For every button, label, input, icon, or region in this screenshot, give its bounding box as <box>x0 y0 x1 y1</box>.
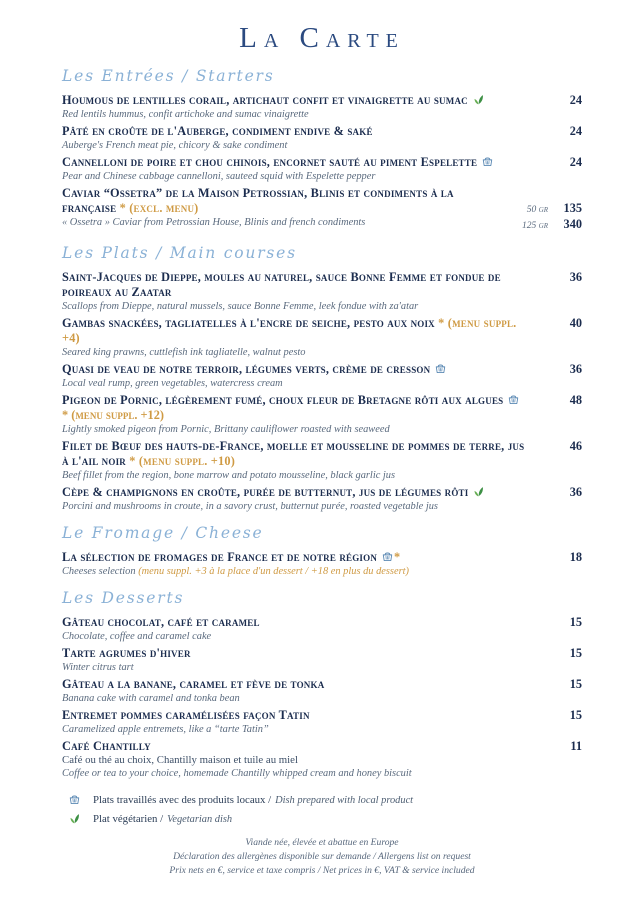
item-name-text: Gambas snackées, tagliatelles à l'encre de seiche, pesto aux noix <box>62 316 435 330</box>
item-body <box>62 393 548 436</box>
item-name-text: La sélection de fromages de France et de notre région <box>62 550 378 564</box>
footer-line: Viande née, élevée et abattue en Europe <box>245 837 399 848</box>
item-menu-note: (menu suppl. +3 à la place d'un dessert / +18 en plus du dessert) <box>138 566 409 577</box>
menu-item-gambas <box>62 316 582 359</box>
section-starters <box>62 66 582 233</box>
item-name <box>62 550 534 565</box>
footer-notes <box>62 836 582 878</box>
item-name <box>62 677 534 692</box>
menu-item-saint-jacques <box>62 270 582 313</box>
item-price: 15 <box>569 615 582 629</box>
item-name-text: Tarte agrumes d'hiver <box>62 646 191 660</box>
item-name <box>62 362 534 377</box>
item-body <box>62 739 548 780</box>
menu-item-houmous <box>62 93 582 121</box>
item-name-text: Quasi de veau de notre terroir, légumes verts, crème de cresson <box>62 362 431 376</box>
item-description: Chocolate, coffee and caramel cake <box>62 631 212 642</box>
item-name <box>62 485 534 500</box>
item-name-text: Pigeon de Pornic, légèrement fumé, choux fleur de Bretagne rôti aux algues <box>62 393 504 407</box>
item-name <box>62 439 534 469</box>
legend-vegetarian <box>68 809 582 828</box>
item-price: 15 <box>569 708 582 722</box>
item-body <box>62 708 548 736</box>
menu-item-entremet-tatin <box>62 708 582 736</box>
item-description: Winter citrus tart <box>62 662 134 673</box>
item-body <box>62 186 484 229</box>
menu-item-caviar <box>62 186 582 233</box>
item-name <box>62 93 534 108</box>
item-price: 36 <box>569 270 582 284</box>
item-price: 340 <box>563 217 582 231</box>
item-name-text: Cannelloni de poire et chou chinois, encornet sauté au piment Espelette <box>62 155 478 169</box>
menu-item-filet-de-boeuf <box>62 439 582 482</box>
item-price: 46 <box>569 439 582 453</box>
item-name-text: Gâteau a la banane, caramel et fève de tonka <box>62 677 325 691</box>
item-price: 15 <box>569 677 582 691</box>
item-name <box>62 155 534 170</box>
legend-local-product <box>68 790 582 809</box>
item-name <box>62 739 534 754</box>
item-name-text: Saint-Jacques de Dieppe, moules au naturel, sauce Bonne Femme et fondue de poireaux au Zaatar <box>62 270 501 299</box>
menu-item-pigeon <box>62 393 582 436</box>
legend-text-fr: Plats travaillés avec des produits locaux / <box>93 794 272 806</box>
item-name-text: Filet de Bœuf des hauts-de-France, moelle et mousseline de pommes de terre, jus à l'ail noir <box>62 439 525 468</box>
item-price: 36 <box>569 485 582 499</box>
menu-item-cepe-champignons <box>62 485 582 513</box>
item-name <box>62 708 534 723</box>
item-description: Banana cake with caramel and tonka bean <box>62 693 240 704</box>
vegetarian-icon <box>68 812 81 825</box>
item-body <box>62 155 548 183</box>
footer-line: Prix nets en €, service et taxe compris / Net prices in €, VAT & service included <box>169 865 475 876</box>
item-body <box>62 439 548 482</box>
item-body <box>62 550 548 578</box>
section-mains <box>62 243 582 513</box>
section-heading-starters: Les Entrées / Starters <box>62 67 275 85</box>
item-price: 36 <box>569 362 582 376</box>
legend <box>62 790 582 828</box>
item-description: « Ossetra » Caviar from Petrossian House, Blinis and french condiments <box>62 217 366 228</box>
item-body <box>62 677 548 705</box>
item-name-text: Cèpe & champignons en croûte, purée de butternut, jus de légumes rôti <box>62 485 469 499</box>
item-name-text: Entremet pommes caramélisées façon Tatin <box>62 708 310 722</box>
section-heading-mains: Les Plats / Main courses <box>62 244 297 262</box>
item-body <box>62 93 548 121</box>
item-price: 135 <box>563 201 582 215</box>
item-price: 15 <box>569 646 582 660</box>
item-body <box>62 316 548 359</box>
caviar-quantity: 50 gr <box>526 205 548 215</box>
item-name <box>62 646 534 661</box>
item-subline: Café ou thé au choix, Chantilly maison et tuile au miel <box>62 754 298 766</box>
item-description-text: Cheeses selection <box>62 566 136 577</box>
item-menu-note: * (menu suppl. +4) <box>62 316 517 345</box>
item-menu-note: * (menu suppl. +12) <box>62 408 164 422</box>
legend-text-fr: Plat végétarien / <box>93 813 164 825</box>
item-description: Red lentils hummus, confit artichoke and sumac vinaigrette <box>62 109 309 120</box>
caviar-price-list <box>484 201 582 233</box>
menu-item-gateau-chocolat <box>62 615 582 643</box>
menu-item-cafe-chantilly <box>62 739 582 780</box>
item-description: Caramelized apple entremets, like a “tarte Tatin” <box>62 724 269 735</box>
item-name <box>62 615 534 630</box>
item-description: Local veal rump, green vegetables, watercress cream <box>62 378 283 389</box>
local-product-icon <box>381 550 394 563</box>
item-description: Lightly smoked pigeon from Pornic, Brittany cauliflower roasted with seaweed <box>62 424 390 435</box>
item-description: Seared king prawns, cuttlefish ink tagliatelle, walnut pesto <box>62 347 306 358</box>
item-description: Pear and Chinese cabbage cannelloni, sauteed squid with Espelette pepper <box>62 171 376 182</box>
item-menu-note: * (menu suppl. +10) <box>129 454 236 468</box>
local-product-icon <box>507 393 520 406</box>
item-name-text: Gâteau chocolat, café et caramel <box>62 615 260 629</box>
item-description: Auberge's French meat pie, chicory & sake condiment <box>62 140 288 151</box>
item-price: 24 <box>569 93 582 107</box>
menu-item-tarte-agrumes <box>62 646 582 674</box>
vegetarian-icon <box>472 485 485 498</box>
item-name <box>62 270 534 300</box>
menu-item-gateau-banane <box>62 677 582 705</box>
item-menu-note: * (excl. menu) <box>119 201 199 215</box>
footer-line: Déclaration des allergènes disponible sur demande / Allergens list on request <box>173 851 471 862</box>
page-title: La Carte <box>239 22 405 54</box>
local-product-icon <box>68 793 81 806</box>
section-desserts <box>62 588 582 780</box>
item-name-text: Café Chantilly <box>62 739 151 753</box>
item-description <box>62 565 534 578</box>
item-name <box>62 124 534 139</box>
item-price: 24 <box>569 155 582 169</box>
item-price: 11 <box>570 739 582 753</box>
item-description: Porcini and mushrooms in croute, in a savory crust, butternut purée, roasted vegetable jus <box>62 501 438 512</box>
caviar-price-row <box>484 217 582 233</box>
item-price: 40 <box>569 316 582 330</box>
item-description: Coffee or tea to your choice, homemade Chantilly whipped cream and honey biscuit <box>62 768 412 779</box>
caviar-price-row <box>484 201 582 217</box>
legend-text <box>93 809 232 828</box>
menu-item-fromages <box>62 550 582 578</box>
item-price: 24 <box>569 124 582 138</box>
menu-item-cannelloni <box>62 155 582 183</box>
legend-text <box>93 790 413 809</box>
item-name <box>62 316 534 346</box>
item-description: Scallops from Dieppe, natural mussels, sauce Bonne Femme, leek fondue with za'atar <box>62 301 419 312</box>
item-body <box>62 362 548 390</box>
item-body <box>62 646 548 674</box>
local-product-icon <box>481 155 494 168</box>
menu-item-quasi-de-veau <box>62 362 582 390</box>
item-name <box>62 393 534 408</box>
section-heading-cheese: Le Fromage / Cheese <box>62 524 264 542</box>
vegetarian-icon <box>472 93 485 106</box>
item-name-text: Houmous de lentilles corail, artichaut confit et vinaigrette au sumac <box>62 93 468 107</box>
item-name <box>62 186 470 216</box>
legend-text-en: Vegetarian dish <box>167 814 233 825</box>
item-body <box>62 124 548 152</box>
item-description: Beef fillet from the region, bone marrow and potato mousseline, black garlic jus <box>62 470 396 481</box>
section-cheese <box>62 523 582 578</box>
menu-item-pate-en-croute <box>62 124 582 152</box>
item-price: 18 <box>569 550 582 564</box>
caviar-quantity: 125 gr <box>522 221 548 231</box>
item-name-text: Pâté en croûte de l'Auberge, condiment endive & saké <box>62 124 373 138</box>
legend-text-en: Dish prepared with local product <box>275 795 414 806</box>
item-body <box>62 615 548 643</box>
section-heading-desserts: Les Desserts <box>62 589 185 607</box>
item-body <box>62 270 548 313</box>
item-name-text: Caviar “Ossetra” de la Maison Petrossian, Blinis et condiments à la française <box>62 186 454 215</box>
local-product-icon <box>434 362 447 375</box>
item-body <box>62 485 548 513</box>
item-price: 48 <box>569 393 582 407</box>
item-menu-note: * <box>394 550 401 564</box>
